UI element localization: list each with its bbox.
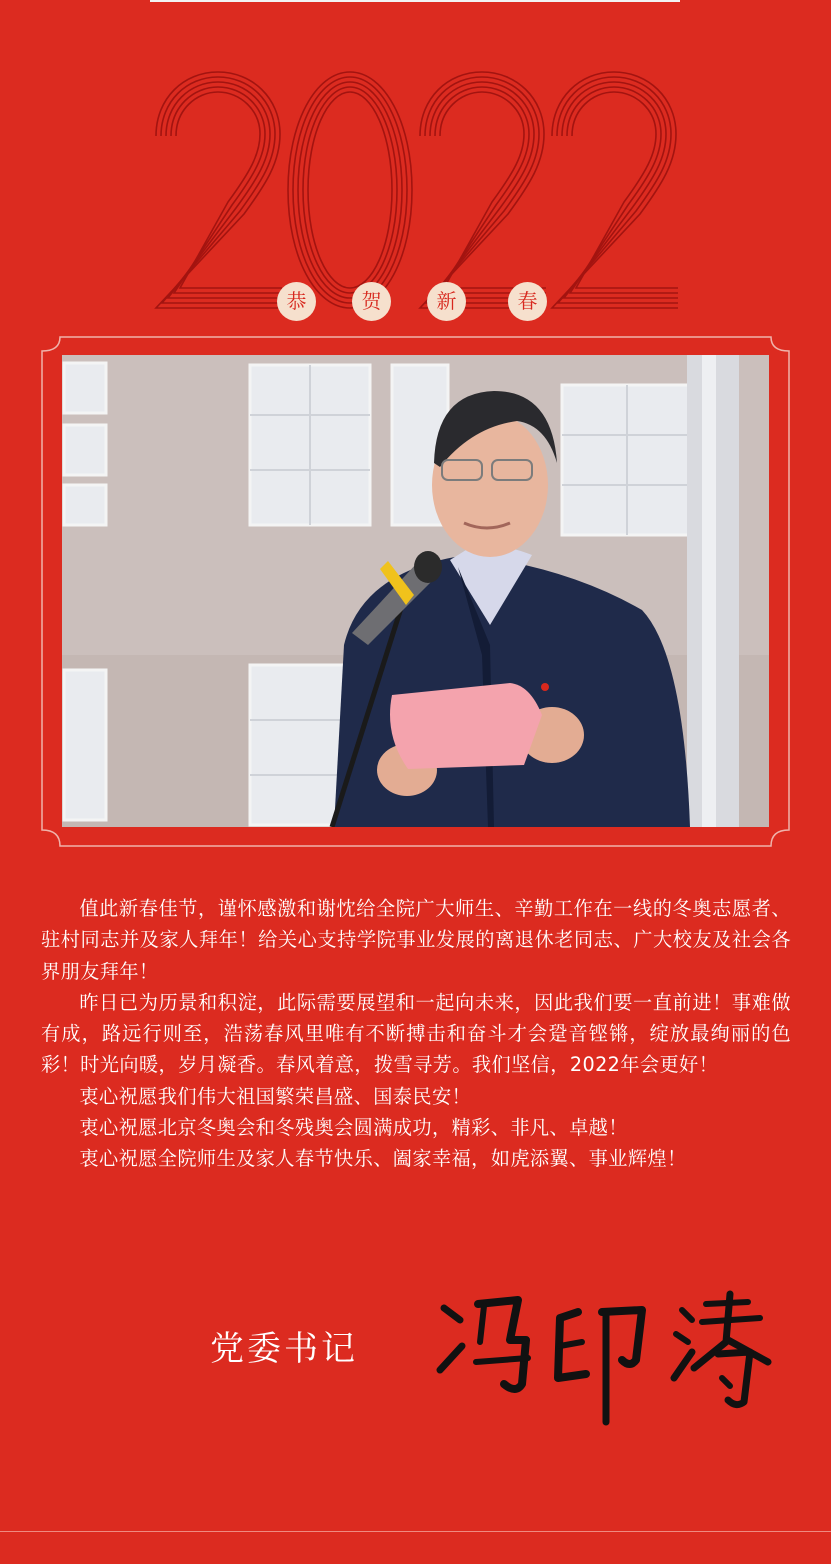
signer-title: 党委书记	[210, 1329, 358, 1369]
greeting-char-2: 贺	[352, 282, 391, 321]
speaker-photo	[62, 355, 769, 827]
message-paragraph-2: 昨日已为历景和积淀，此际需要展望和一起向未来，因此我们要一直前进！事难做有成，路远行则至，浩荡春风里唯有不断搏击和奋斗才会跫音铿锵，绽放最绚丽的色彩！时光向暖，岁月凝香。春风着意，拨雪寻芳。我们坚信，2022年会更好！	[41, 990, 791, 1077]
greeting-message	[41, 893, 791, 1175]
message-paragraph-4: 衷心祝愿北京冬奥会和冬残奥会圆满成功，精彩、非凡、卓越！	[79, 1116, 628, 1140]
speaker-illustration	[62, 355, 769, 827]
message-paragraph-1: 值此新春佳节，谨怀感激和谢忱给全院广大师生、辛勤工作在一线的冬奥志愿者、驻村同志并及家人拜年！给关心支持学院事业发展的离退休老同志、广大校友及社会各界朋友拜年！	[41, 897, 791, 983]
greeting-char-3: 新	[427, 282, 466, 321]
greeting-char-4: 春	[508, 282, 547, 321]
bottom-divider	[0, 1531, 831, 1532]
greeting-char-1: 恭	[277, 282, 316, 321]
message-paragraph-5: 衷心祝愿全院师生及家人春节快乐、阖家幸福，如虎添翼、事业辉煌！	[79, 1147, 687, 1171]
handwritten-signature	[430, 1282, 790, 1432]
message-paragraph-3: 衷心祝愿我们伟大祖国繁荣昌盛、国泰民安！	[79, 1084, 472, 1108]
